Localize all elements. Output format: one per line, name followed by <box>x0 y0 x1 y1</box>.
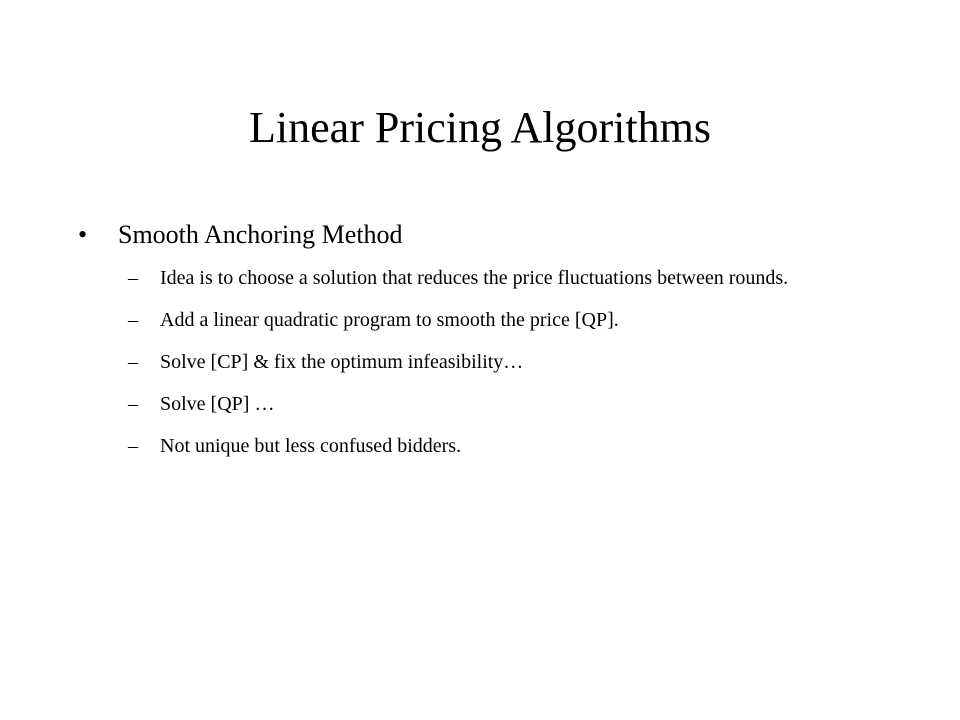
sub-bullet-text: Add a linear quadratic program to smooth the price [QP]. <box>160 309 619 331</box>
sub-bullet-text: Solve [CP] & fix the optimum infeasibility… <box>160 351 524 373</box>
sub-bullet-list <box>78 264 838 460</box>
sub-bullet-item <box>78 264 838 292</box>
sub-bullet-text: Not unique but less confused bidders. <box>160 435 462 457</box>
dash-icon: – <box>128 393 138 415</box>
bullet-list <box>78 212 838 474</box>
bullet-dot-icon: • <box>78 220 88 249</box>
dash-icon: – <box>128 435 138 457</box>
dash-icon: – <box>128 351 138 373</box>
dash-icon: – <box>128 309 138 331</box>
sub-bullet-item <box>78 432 838 460</box>
dash-icon: – <box>128 267 138 289</box>
slide-title: Linear Pricing Algorithms <box>249 103 711 152</box>
sub-bullet-item <box>78 390 838 418</box>
sub-bullet-text: Solve [QP] … <box>160 393 275 415</box>
bullet-item <box>78 212 838 258</box>
sub-bullet-item <box>78 306 838 334</box>
sub-bullet-text: Idea is to choose a solution that reduces the price fluctuations between rounds. <box>160 267 789 289</box>
sub-bullet-item <box>78 348 838 376</box>
bullet-text: Smooth Anchoring Method <box>118 220 403 249</box>
